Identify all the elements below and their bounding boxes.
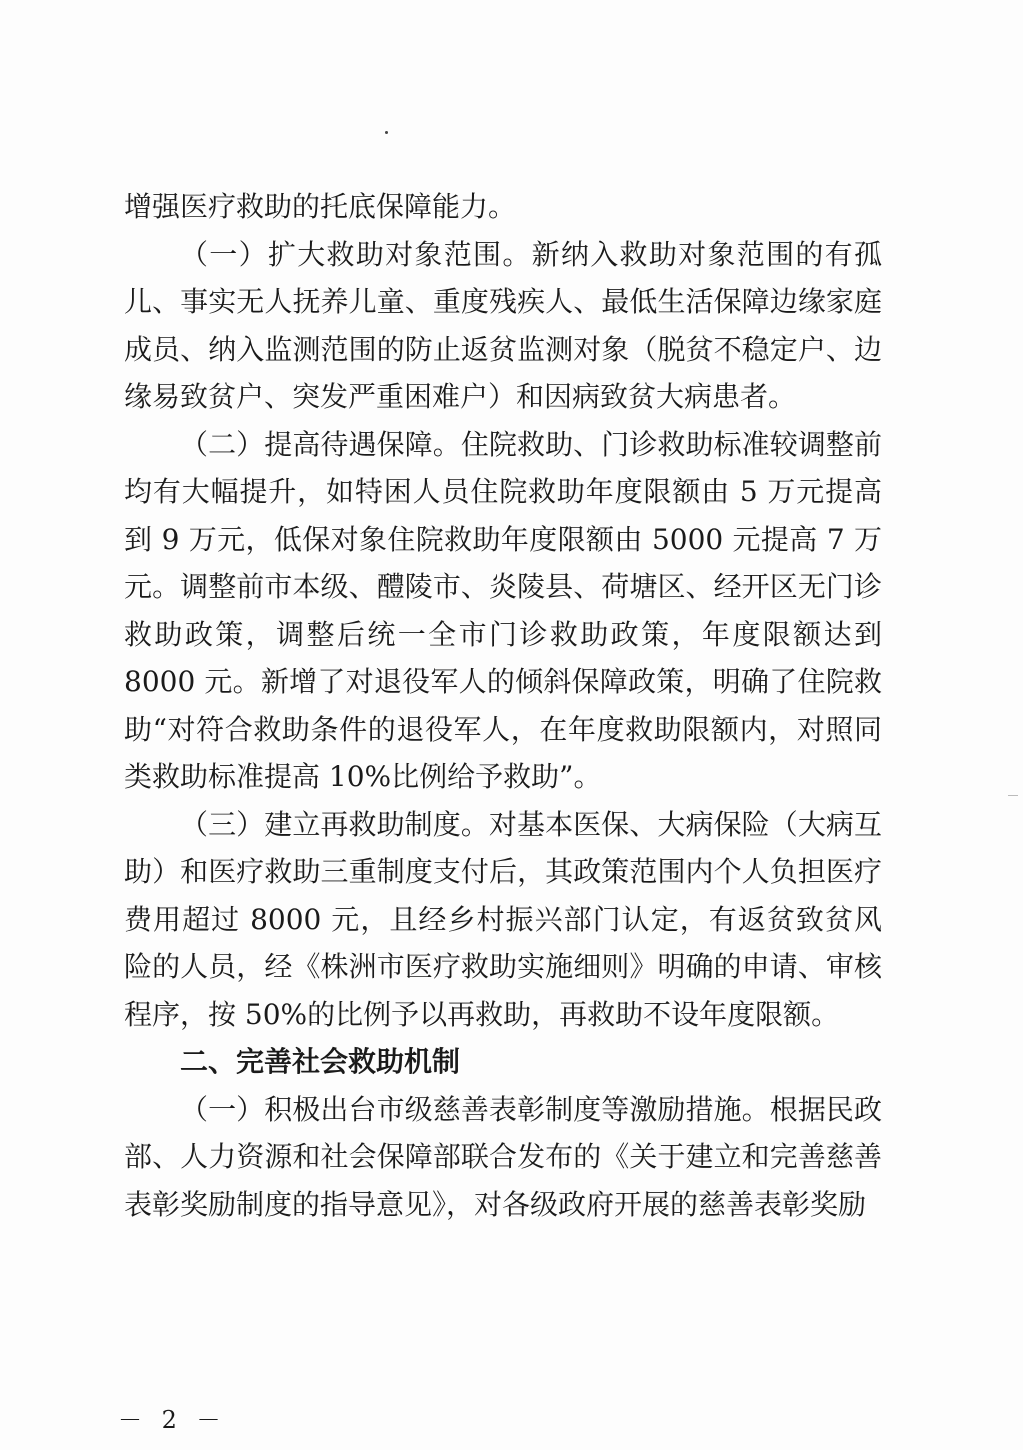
section-heading: 二、完善社会救助机制 — [180, 1045, 461, 1078]
paragraph-re-assistance: （三）建立再救助制度。对基本医保、大病保险（大病互助）和医疗救助三重制度支付后，其政策范围内个人负担医疗费用超过 8000 元，且经乡村振兴部门认定，有返贫致贫风险的人员，经《株洲市医疗救助实施细则》明确的申请、审核程序，按 50%的比例予以再救助，再救助不设年度限额。 — [124, 807, 882, 1031]
paragraph-charity-awards: （一）积极出台市级慈善表彰制度等激励措施。根据民政部、人力资源和社会保障部联合发布的《关于建立和完善慈善表彰奖励制度的指导意见》，对各级政府开展的慈善表彰奖励 — [124, 1092, 882, 1221]
scan-artifact-mark — [1008, 795, 1018, 796]
scan-artifact-dot — [385, 131, 388, 134]
paragraph-raise-benefits: （二）提高待遇保障。住院救助、门诊救助标准较调整前均有大幅提升，如特困人员住院救助年度限额由 5 万元提高到 9 万元，低保对象住院救助年度限额由 5000 元提高 7 万元。调整前市本级、醴陵市、炎陵县、荷塘区、经开区无门诊救助政策，调整后统一全市门诊救助政策，年度限额达到 8000 元。新增了对退役军人的倾斜保障政策，明确了住院救助“对符合救助条件的退役军人，在年度救助限额内，对照同类救助标准提高 10%比例给予救助”。 — [124, 427, 882, 793]
page-number: － 2 － — [118, 1406, 227, 1434]
paragraph-continuation: 增强医疗救助的托底保障能力。 — [124, 190, 517, 223]
document-body — [124, 183, 882, 1228]
paragraph-expand-scope: （一）扩大救助对象范围。新纳入救助对象范围的有孤儿、事实无人抚养儿童、重度残疾人、最低生活保障边缘家庭成员、纳入监测范围的防止返贫监测对象（脱贫不稳定户、边缘易致贫户、突发严重困难户）和因病致贫大病患者。 — [124, 237, 882, 413]
